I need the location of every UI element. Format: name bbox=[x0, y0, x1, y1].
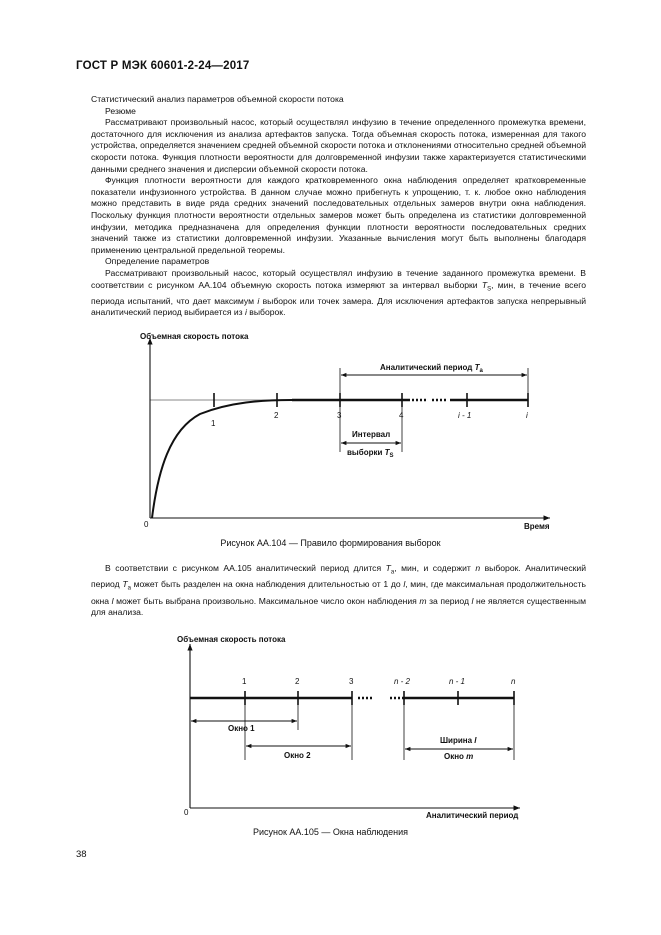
origin-label: 0 bbox=[144, 520, 149, 529]
tick-label-n-2: n - 2 bbox=[394, 677, 411, 686]
summary-heading: Резюме bbox=[105, 105, 136, 116]
paragraph-4: В соответствии с рисунком АА.105 аналитический период длится $T_a$, мин, и содержит n выборок. Аналитический период $T_a$ может быть разделен на окна наблюдения длительностью от 1 до l, мин, где максимальная продолжительность окна l может быть выбрана произвольно. Максимальное число окон наблюдения m за период l не является существенным для анализа. bbox=[91, 563, 586, 618]
figure-aa104 bbox=[0, 330, 661, 530]
tick-label-2: 2 bbox=[295, 677, 300, 686]
tick-label-3: 3 bbox=[337, 411, 342, 420]
tick-label-1: 1 bbox=[211, 419, 216, 428]
section-statistics bbox=[91, 94, 586, 319]
tick-label-3: 3 bbox=[349, 677, 354, 686]
sample-label-line2: выборки $T_S$ bbox=[347, 448, 394, 459]
window-2-label: Окно 2 bbox=[284, 751, 311, 760]
origin-label: 0 bbox=[184, 808, 189, 817]
y-axis-label: Объемная скорость потока bbox=[177, 635, 286, 644]
parameters-heading: Определение параметров bbox=[105, 256, 210, 267]
paragraph-3: Рассматривают произвольный насос, который осуществлял инфузию в течение заданного промежутка времени. В соответствии с рисунком АА.104 объемную скорость потока измеряют за интервал выборки $T_S$, мин, в течение всего периода испытаний, что дает максимум i выборок или точек замера. Для исключения артефактов запуска непрерывный аналитический период выбирается из i выборок. bbox=[91, 267, 586, 318]
page-number: 38 bbox=[76, 849, 87, 860]
document-header: ГОСТ Р МЭК 60601-2-24—2017 bbox=[76, 60, 250, 72]
tick-label-n: n bbox=[511, 677, 516, 686]
sample-label-line1: Интервал bbox=[352, 430, 391, 439]
window-1-label: Окно 1 bbox=[228, 724, 255, 733]
y-axis-label: Объемная скорость потока bbox=[140, 332, 249, 341]
paragraph-2: Функция плотности вероятности для каждого кратковременного окна наблюдения определяет кратковременные показатели инфузионного устройства. В данном случае можно прибегнуть к упрощению, т. к. любое окно наблюдения можно представить в виде ряда средних значений последовательных отдельных замеров внутри окна наблюдения. Поскольку функция плотности вероятности отдельных замеров может быть определена из статистики долговременной инфузии, методика предназначена для определения функции плотности вероятности последовательных средних значений также из статистики долговременной инфузии. Указанные вычисления могут быть выполнены благодаря применению центральной предельной теоремы. bbox=[91, 175, 586, 255]
section-title: Статистический анализ параметров объемной скорости потока bbox=[91, 94, 344, 104]
tick-label-n-1: n - 1 bbox=[449, 677, 466, 686]
figure-aa105 bbox=[0, 628, 661, 828]
tick-label-i-1: i - 1 bbox=[458, 411, 472, 420]
paragraph-1: Рассматривают произвольный насос, который осуществлял инфузию в течение определенного промежутка времени, достаточного для исключения из анализа артефактов запуска. Тогда объемная скорость потока, измеренная для такого устройства, определяется значением средней объемной скорости потока и отклонениями относительно средней объемной скорости потока. Функция плотности вероятности для долговременной инфузии также характеризуется статистическими данными среднего значения и дисперсии объемной скорости потока. bbox=[91, 117, 586, 174]
tick-label-2: 2 bbox=[274, 411, 279, 420]
x-axis-label: Аналитический период bbox=[426, 811, 519, 820]
period-label: Аналитический период $T_a$ bbox=[380, 363, 483, 374]
section-windows bbox=[91, 563, 586, 619]
flow-rate-curve bbox=[152, 400, 292, 518]
width-label: Ширина l bbox=[440, 736, 477, 745]
tick-label-1: 1 bbox=[242, 677, 247, 686]
window-m-label: Окно m bbox=[444, 752, 474, 761]
figure-aa104-caption: Рисунок АА.104 — Правило формирования выборок bbox=[220, 538, 441, 548]
tick-label-4: 4 bbox=[399, 411, 404, 420]
x-axis-label: Время bbox=[524, 522, 550, 531]
figure-aa105-caption: Рисунок АА.105 — Окна наблюдения bbox=[252, 827, 409, 837]
tick-label-i: i bbox=[526, 411, 528, 420]
